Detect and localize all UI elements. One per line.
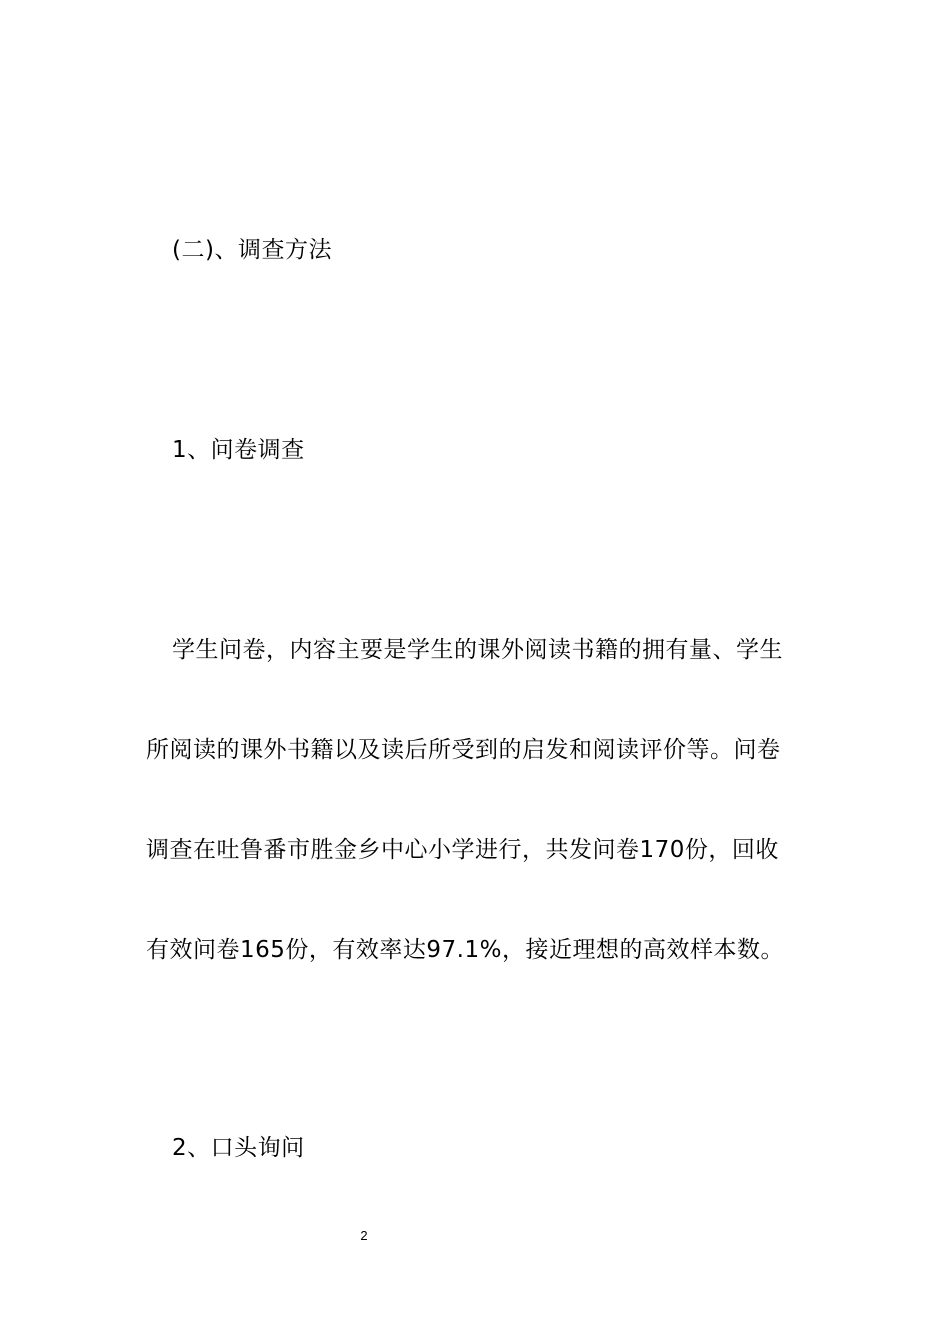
paragraph-line: 学生问卷，内容主要是学生的课外阅读书籍的拥有量、学生 — [172, 637, 783, 663]
paragraph-line: 有效问卷165份，有效率达97.1%，接近理想的高效样本数。 — [146, 937, 784, 963]
paragraph-line: 调查在吐鲁番市胜金乡中心小学进行，共发问卷170份，回收 — [146, 837, 779, 863]
paragraph-line: 所阅读的课外书籍以及读后所受到的启发和阅读评价等。问卷 — [146, 737, 781, 763]
subsection-heading-questionnaire: 1、问卷调查 — [172, 437, 305, 463]
page-number: 2 — [360, 1228, 368, 1243]
subsection-heading-oral-inquiry: 2、口头询问 — [172, 1135, 305, 1161]
section-heading: (二)、调查方法 — [172, 237, 332, 263]
